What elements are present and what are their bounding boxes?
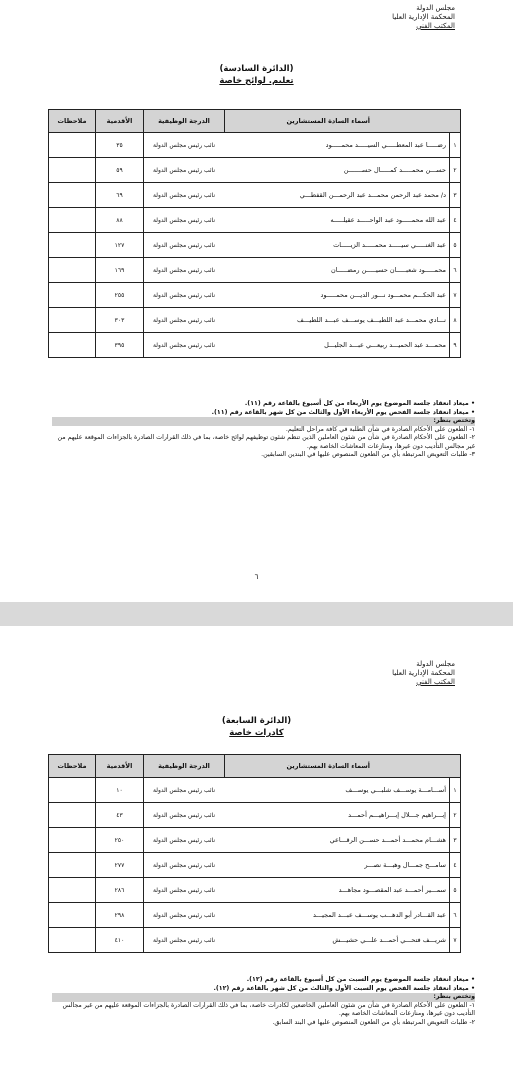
notes-section: [52, 400, 475, 460]
job-grade: نائب رئيس مجلس الدولة: [144, 903, 225, 928]
job-grade: نائب رئيس مجلس الدولة: [144, 208, 225, 233]
circuit-name: (الدائرة السادسة): [219, 64, 294, 74]
job-grade: نائب رئيس مجلس الدولة: [144, 133, 225, 158]
judge-name: سمـــير أحمـــد عبد المقصـــود مجاهـــد: [225, 878, 450, 903]
specialty-item: ٢- الطعون على الأحكام الصادرة في شأن من شئون العاملين الذين تنظم شئون توظيفهم لوائح خاصة، بما في ذلك القرارات الصادرة بالجزاءات الموقعة عليهم من غير مجالس التأديب دون غيرها، ومنازعات المعاشات الخاصة بهم.: [57, 434, 475, 450]
judge-name: عبد القـــادر أبو الدهـــب يوســـف عبـــد المجيـــد: [225, 903, 450, 928]
table-row: [49, 133, 461, 158]
table-row: [49, 903, 461, 928]
seniority-number: ٥٩: [96, 158, 144, 183]
job-grade: نائب رئيس مجلس الدولة: [144, 158, 225, 183]
header-line: مجلس الدولة: [416, 4, 455, 12]
page-number: ٦: [254, 573, 259, 581]
row-number: ٢: [450, 803, 461, 828]
notes-cell: [49, 283, 96, 308]
table-row: [49, 258, 461, 283]
seniority-number: ٣٥: [96, 133, 144, 158]
seniority-number: ١٢٧: [96, 233, 144, 258]
row-number: ٤: [450, 853, 461, 878]
row-number: ٦: [450, 258, 461, 283]
notes-cell: [49, 853, 96, 878]
notes-section: [52, 976, 475, 1027]
circuit-subject: كادرات خاصة: [229, 728, 284, 738]
header-names: أسماء السادة المستشارين: [225, 755, 461, 778]
job-grade: نائب رئيس مجلس الدولة: [144, 828, 225, 853]
judge-name: محمـــد عبد الحميـــد ربيعـــي عبـــد الجليـــل: [225, 333, 450, 358]
job-grade: نائب رئيس مجلس الدولة: [144, 258, 225, 283]
notes-cell: [49, 258, 96, 283]
header-notes: ملاحظات: [49, 110, 96, 133]
session-note: • ميعاد انعقاد جلسة الفحص يوم الأربعاء الأول والثالث من كل شهر بالقاعة رقم (١١).: [52, 409, 475, 418]
notes-cell: [49, 333, 96, 358]
circuit-subject: تعليم. لوائح خاصة: [219, 76, 294, 86]
seniority-number: ٢٧٧: [96, 853, 144, 878]
circuit-name: (الدائرة السابعة): [221, 716, 292, 726]
specialty-item: ١- الطعون على الأحكام الصادرة في شأن الطلبة في كافة مراحل التعليم.: [285, 425, 475, 433]
row-number: ٥: [450, 878, 461, 903]
row-number: ٦: [450, 903, 461, 928]
notes-cell: [49, 878, 96, 903]
table-row: [49, 803, 461, 828]
table-row: [49, 158, 461, 183]
judge-name: سامـــح جمـــال وهبـــة نصـــر: [225, 853, 450, 878]
judge-name: رضـــــا عبد المعطـــــي السيـــــد محمـــــود: [225, 133, 450, 158]
notes-cell: [49, 803, 96, 828]
notes-cell: [49, 233, 96, 258]
header-line: مجلس الدولة: [416, 660, 455, 668]
row-number: ١: [450, 778, 461, 803]
header-grade: الدرجة الوظيفية: [144, 755, 225, 778]
table-row: [49, 308, 461, 333]
row-number: ٤: [450, 208, 461, 233]
specialty-item: ١- الطعون على الأحكام الصادرة في شأن من شئون العاملين الخاضعين لكادرات خاصة، بما في ذلك القرارات الصادرة بالجزاءات الموقعة عليهم من غير مجالس التأديب دون غيرها، ومنازعات المعاشات الخاصة بهم.: [62, 1001, 475, 1017]
judge-name: نـــادي محمـــد عبد اللطيـــف يوســـف عبـــد اللطيـــف: [225, 308, 450, 333]
row-number: ٨: [450, 308, 461, 333]
row-number: ٥: [450, 233, 461, 258]
notes-cell: [49, 208, 96, 233]
document-page-2: [0, 626, 513, 1089]
notes-cell: [49, 183, 96, 208]
session-note: • ميعاد انعقاد جلسة الموضوع يوم السبت من كل أسبوع بالقاعة رقم (١٢).: [52, 976, 475, 985]
job-grade: نائب رئيس مجلس الدولة: [144, 803, 225, 828]
seniority-number: ١٠: [96, 778, 144, 803]
judges-table: [48, 754, 461, 953]
specialty-title: وتختص بنظر:: [52, 993, 475, 1002]
header-grade: الدرجة الوظيفية: [144, 110, 225, 133]
page-header: [392, 660, 455, 687]
session-note: • ميعاد انعقاد جلسة الفحص يوم السبت الأول والثالث من كل شهر بالقاعة رقم (١٢).: [52, 985, 475, 994]
notes-cell: [49, 778, 96, 803]
job-grade: نائب رئيس مجلس الدولة: [144, 283, 225, 308]
row-number: ٧: [450, 928, 461, 953]
notes-cell: [49, 308, 96, 333]
job-grade: نائب رئيس مجلس الدولة: [144, 853, 225, 878]
job-grade: نائب رئيس مجلس الدولة: [144, 778, 225, 803]
table-row: [49, 828, 461, 853]
seniority-number: ٨٨: [96, 208, 144, 233]
judges-table: [48, 109, 461, 358]
table-row: [49, 333, 461, 358]
table-row: [49, 183, 461, 208]
seniority-number: ٤١٠: [96, 928, 144, 953]
header-line: المحكمة الإدارية العليا: [392, 13, 455, 21]
table-row: [49, 853, 461, 878]
judge-name: شريـــف فتحـــي أحمـــد علـــي حشيـــش: [225, 928, 450, 953]
job-grade: نائب رئيس مجلس الدولة: [144, 333, 225, 358]
header-line: المكتب الفني: [416, 678, 455, 686]
seniority-number: ٢٥٠: [96, 828, 144, 853]
seniority-number: ٤٣: [96, 803, 144, 828]
seniority-number: ٦٩: [96, 183, 144, 208]
seniority-number: ٢٨٦: [96, 878, 144, 903]
seniority-number: ٢٥٥: [96, 283, 144, 308]
seniority-number: ١٦٩: [96, 258, 144, 283]
judge-name: إبـــراهيم جـــلال إبـــراهيـــم أحمـــد: [225, 803, 450, 828]
notes-cell: [49, 928, 96, 953]
seniority-number: ٣٩٥: [96, 333, 144, 358]
judge-name: عبد الحكـــم محمـــود نـــور الديـــن محمـــــود: [225, 283, 450, 308]
table-row: [49, 878, 461, 903]
job-grade: نائب رئيس مجلس الدولة: [144, 878, 225, 903]
table-row: [49, 778, 461, 803]
notes-cell: [49, 828, 96, 853]
judge-name: عبد الله محمـــــود عبد الواحـــــد عقيلـــــه: [225, 208, 450, 233]
judge-name: حســـن محمـــــد كمـــــال حســـــــن: [225, 158, 450, 183]
specialty-item: ٢- طلبات التعويض المرتبطة بأي من الطعون المنصوص عليها في البند السابق.: [272, 1018, 475, 1026]
job-grade: نائب رئيس مجلس الدولة: [144, 233, 225, 258]
specialty-item: ٣- طلبات التعويض المرتبطة بأي من الطعون المنصوص عليها في البندين السابقين.: [261, 451, 475, 458]
judge-name: د/ محمد عبد الرحمن محمـــد عبد الرحمـــن القفطـــي: [225, 183, 450, 208]
row-number: ٧: [450, 283, 461, 308]
header-names: أسماء السادة المستشارين: [225, 110, 461, 133]
row-number: ٩: [450, 333, 461, 358]
seniority-number: ٢٩٨: [96, 903, 144, 928]
row-number: ٢: [450, 158, 461, 183]
table-header-row: [49, 755, 461, 778]
job-grade: نائب رئيس مجلس الدولة: [144, 308, 225, 333]
header-line: المكتب الفني: [416, 22, 455, 30]
judge-name: هشـــام محمـــد أحمـــد حســـن الرقـــاعي: [225, 828, 450, 853]
notes-cell: [49, 133, 96, 158]
row-number: ٣: [450, 183, 461, 208]
table-row: [49, 208, 461, 233]
header-line: المحكمة الإدارية العليا: [392, 669, 455, 677]
header-seniority: الأقدمية: [96, 110, 144, 133]
table-row: [49, 233, 461, 258]
header-notes: ملاحظات: [49, 755, 96, 778]
row-number: ١: [450, 133, 461, 158]
judge-name: محمـــــود شعبـــــان حسيـــــن رمضـــــان: [225, 258, 450, 283]
table-header-row: [49, 110, 461, 133]
page-header: [392, 4, 455, 31]
judge-name: عبد الغنـــــي سيـــــد محمـــــد الزيـــــات: [225, 233, 450, 258]
job-grade: نائب رئيس مجلس الدولة: [144, 928, 225, 953]
seniority-number: ٣٠٣: [96, 308, 144, 333]
session-note: • ميعاد انعقاد جلسة الموضوع يوم الأربعاء من كل أسبوع بالقاعة رقم (١١).: [52, 400, 475, 409]
job-grade: نائب رئيس مجلس الدولة: [144, 183, 225, 208]
table-row: [49, 928, 461, 953]
specialty-title: وتختص بنظر:: [52, 417, 475, 426]
table-row: [49, 283, 461, 308]
notes-cell: [49, 158, 96, 183]
notes-cell: [49, 903, 96, 928]
row-number: ٣: [450, 828, 461, 853]
judge-name: أســـامـــة يوســـف شلبـــي يوســـف: [225, 778, 450, 803]
header-seniority: الأقدمية: [96, 755, 144, 778]
